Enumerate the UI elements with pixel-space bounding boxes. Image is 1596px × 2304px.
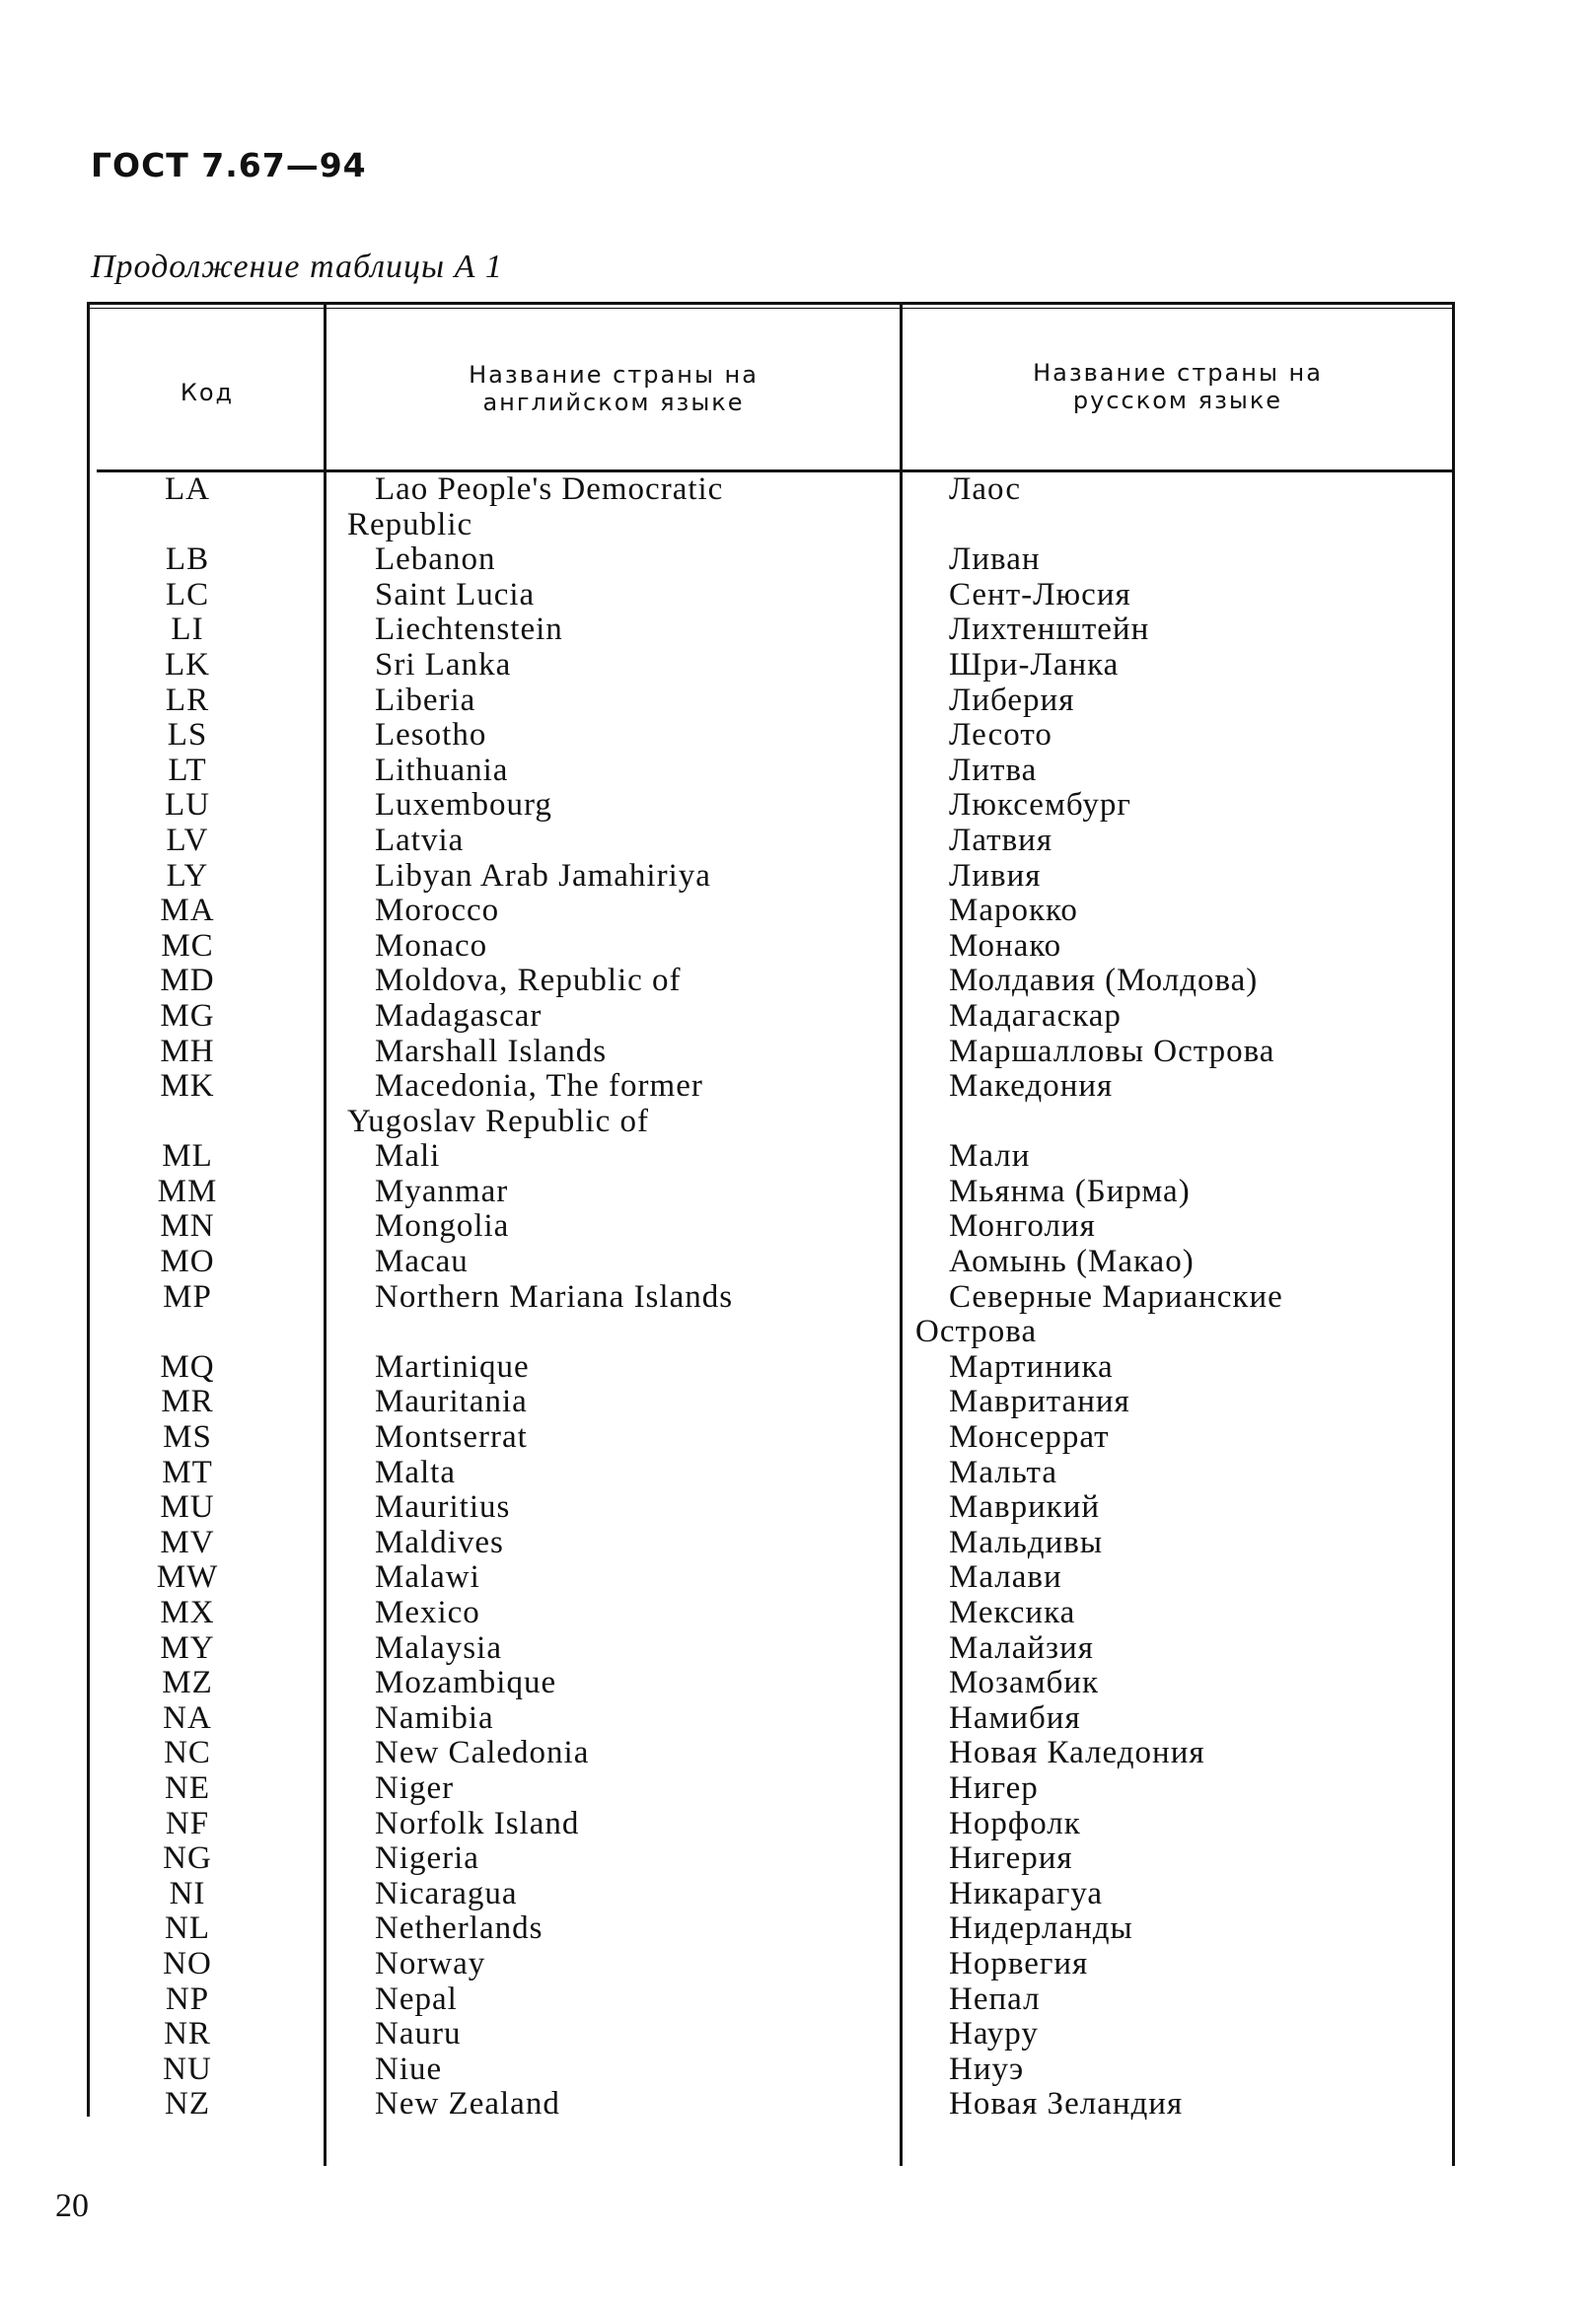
country-name-english: Niue [375, 2051, 443, 2087]
table-row [0, 858, 1596, 894]
country-name-russian: Намибия [949, 1699, 1081, 1736]
country-code: NI [169, 1875, 206, 1911]
country-name-russian: Монголия [949, 1208, 1096, 1245]
table-row [0, 1314, 1596, 1349]
country-name-russian: Ливия [949, 857, 1042, 894]
country-name-russian: Малайзия [949, 1629, 1094, 1666]
country-code: LK [165, 646, 210, 683]
country-name-english: Republic [347, 506, 473, 542]
country-name-english: Mauritius [375, 1489, 511, 1526]
table-row [0, 2086, 1596, 2122]
country-name-english: Malaysia [375, 1629, 502, 1666]
table-row [0, 893, 1596, 928]
table-top-border [87, 302, 1454, 305]
column-header-russian-line1: Название страны на [1033, 359, 1323, 387]
country-code: LI [171, 612, 204, 648]
document-title: ГОСТ 7.67—94 [91, 146, 367, 184]
country-code: MN [160, 1208, 215, 1245]
table-row [0, 1735, 1596, 1770]
country-name-english: Montserrat [375, 1419, 528, 1456]
country-code: MX [160, 1595, 215, 1630]
table-row [0, 1700, 1596, 1736]
column-header-english-line1: Название страны на [469, 361, 759, 389]
table-row [0, 1806, 1596, 1841]
country-name-english: Liberia [375, 682, 476, 718]
country-code: LU [165, 787, 210, 824]
country-name-english: Morocco [375, 893, 500, 929]
table-row [0, 1068, 1596, 1104]
country-name-english: Lithuania [375, 752, 509, 788]
country-name-english: Namibia [375, 1699, 494, 1736]
country-name-russian: Науру [949, 2016, 1039, 2052]
country-name-russian: Латвия [949, 822, 1053, 858]
country-code: NE [165, 1769, 210, 1806]
country-code: NA [163, 1699, 212, 1736]
table-row [0, 963, 1596, 998]
table-row [0, 1279, 1596, 1315]
country-name-english: Martinique [375, 1348, 530, 1385]
table-row [0, 1489, 1596, 1525]
country-name-russian: Монако [949, 927, 1062, 964]
country-name-english: Luxembourg [375, 787, 552, 824]
country-name-english: Latvia [375, 822, 465, 858]
country-code: LY [166, 857, 209, 894]
country-name-russian: Никарагуа [949, 1875, 1104, 1911]
table-row [0, 823, 1596, 858]
table-row [0, 1840, 1596, 1876]
country-code: MA [160, 893, 215, 929]
country-name-russian: Мьянма (Бирма) [949, 1173, 1191, 1209]
country-name-english: Mauritania [375, 1384, 528, 1420]
country-code: MS [163, 1419, 212, 1456]
country-name-english: Monaco [375, 927, 488, 964]
country-name-russian: Малави [949, 1559, 1062, 1596]
country-code: NZ [165, 2086, 210, 2123]
country-name-russian: Македония [949, 1068, 1114, 1105]
country-code: NO [163, 1945, 212, 1981]
table-row [0, 787, 1596, 823]
country-name-english: Moldova, Republic of [375, 963, 682, 999]
country-name-english: Malawi [375, 1559, 480, 1596]
country-name-russian: Мальдивы [949, 1524, 1104, 1560]
country-code: MQ [160, 1348, 215, 1385]
column-header-code [99, 379, 316, 406]
column-header-english-line2: английском языке [482, 389, 745, 416]
table-row [0, 998, 1596, 1034]
country-name-russian: Мавритания [949, 1384, 1130, 1420]
table-row [0, 1630, 1596, 1666]
country-code: MG [160, 997, 215, 1034]
country-name-russian: Ливан [949, 541, 1041, 578]
country-code: LB [165, 541, 210, 578]
country-code: MH [160, 1033, 215, 1069]
table-row [0, 1665, 1596, 1700]
table-body [0, 471, 1596, 2122]
table-row [0, 1876, 1596, 1911]
country-code: NG [163, 1840, 212, 1877]
table-row [0, 1208, 1596, 1244]
column-header-code-label: Код [180, 379, 235, 406]
country-name-english: Libyan Arab Jamahiriya [375, 857, 711, 894]
country-name-english: Mali [375, 1138, 441, 1175]
country-code: MZ [162, 1665, 213, 1701]
column-header-russian [909, 359, 1446, 414]
country-name-russian: Литва [949, 752, 1038, 788]
country-name-russian: Лихтенштейн [949, 612, 1150, 648]
country-name-english: Nigeria [375, 1840, 479, 1877]
country-code: LA [165, 471, 210, 507]
country-name-english: Niger [375, 1769, 455, 1806]
country-code: NF [165, 1805, 210, 1841]
country-code: MW [156, 1559, 219, 1596]
country-name-english: Malta [375, 1454, 456, 1490]
table-row [0, 717, 1596, 753]
country-name-russian: Новая Каледония [949, 1735, 1205, 1771]
country-name-english: Lao People's Democratic [375, 471, 724, 507]
country-name-russian: Ниуэ [949, 2051, 1025, 2087]
page-number: 20 [55, 2188, 89, 2224]
country-name-russian: Острова [915, 1314, 1038, 1350]
table-row [0, 1384, 1596, 1419]
country-code: MK [160, 1068, 215, 1105]
country-name-russian: Мальта [949, 1454, 1058, 1490]
table-top-border-inner [87, 308, 1454, 309]
country-name-english: New Zealand [375, 2086, 560, 2123]
country-name-english: New Caledonia [375, 1735, 590, 1771]
country-code: MM [157, 1173, 218, 1209]
country-name-russian: Шри-Ланка [949, 646, 1120, 683]
country-name-russian: Маршалловы Острова [949, 1033, 1275, 1069]
country-code: MO [160, 1244, 215, 1280]
table-row [0, 1244, 1596, 1279]
country-name-russian: Сент-Люсия [949, 576, 1131, 612]
table-row [0, 471, 1596, 507]
table-row [0, 1455, 1596, 1490]
country-name-english: Marshall Islands [375, 1033, 608, 1069]
table-row [0, 507, 1596, 542]
country-code: MP [163, 1278, 212, 1315]
table-row [0, 1910, 1596, 1946]
column-header-russian-line2: русском языке [1072, 387, 1283, 414]
table-row [0, 1981, 1596, 2017]
country-name-russian: Лаос [949, 471, 1021, 507]
table-row [0, 1595, 1596, 1630]
country-name-russian: Мадагаскар [949, 997, 1122, 1034]
country-code: NC [164, 1735, 211, 1771]
country-name-russian: Молдавия (Молдова) [949, 963, 1259, 999]
table-row [0, 1349, 1596, 1385]
table-row [0, 2052, 1596, 2087]
column-header-english [335, 361, 892, 416]
country-name-russian: Аомынь (Макао) [949, 1244, 1195, 1280]
country-code: MV [160, 1524, 215, 1560]
country-code: MT [162, 1454, 213, 1490]
country-name-english: Sri Lanka [375, 646, 512, 683]
country-name-russian: Маврикий [949, 1489, 1101, 1526]
country-code: LC [165, 576, 210, 612]
country-name-russian: Нидерланды [949, 1910, 1133, 1947]
country-name-russian: Либерия [949, 682, 1075, 718]
country-code: NL [165, 1910, 210, 1947]
country-name-russian: Норфолк [949, 1805, 1081, 1841]
table-row [0, 577, 1596, 612]
table-row [0, 1174, 1596, 1209]
country-name-english: Northern Mariana Islands [375, 1278, 734, 1315]
country-name-english: Norfolk Island [375, 1805, 580, 1841]
table-row [0, 647, 1596, 683]
country-name-english: Netherlands [375, 1910, 544, 1947]
table-row [0, 753, 1596, 788]
country-name-english: Macau [375, 1244, 469, 1280]
table-row [0, 1525, 1596, 1560]
country-code: MR [161, 1384, 214, 1420]
country-name-english: Yugoslav Republic of [347, 1103, 649, 1139]
country-name-english: Liechtenstein [375, 612, 563, 648]
country-name-english: Madagascar [375, 997, 543, 1034]
country-name-russian: Непал [949, 1980, 1041, 2017]
country-code: MU [160, 1489, 215, 1526]
country-name-english: Macedonia, The former [375, 1068, 703, 1105]
table-row [0, 541, 1596, 577]
country-code: LV [166, 822, 209, 858]
country-name-english: Maldives [375, 1524, 504, 1560]
country-name-english: Nauru [375, 2016, 462, 2052]
country-code: MC [161, 927, 214, 964]
table-row [0, 1419, 1596, 1455]
country-name-russian: Мексика [949, 1595, 1076, 1630]
country-name-english: Mexico [375, 1595, 480, 1630]
country-name-russian: Монсеррат [949, 1419, 1110, 1456]
country-code: LS [167, 717, 208, 754]
table-row [0, 612, 1596, 647]
country-code: NR [164, 2016, 211, 2052]
country-name-russian: Лесото [949, 717, 1052, 754]
country-name-english: Mozambique [375, 1665, 557, 1701]
table-row [0, 1138, 1596, 1174]
country-name-english: Saint Lucia [375, 576, 536, 612]
country-code: MD [160, 963, 215, 999]
country-name-russian: Новая Зеландия [949, 2086, 1184, 2123]
country-name-russian: Северные Марианские [949, 1278, 1283, 1315]
country-code: LR [165, 682, 210, 718]
country-name-english: Myanmar [375, 1173, 509, 1209]
table-row [0, 1104, 1596, 1139]
table-row [0, 1559, 1596, 1595]
country-name-russian: Мозамбик [949, 1665, 1100, 1701]
country-code: NP [165, 1980, 210, 2017]
country-code: NU [163, 2051, 212, 2087]
country-name-russian: Нигер [949, 1769, 1039, 1806]
table-caption: Продолжение таблицы А 1 [91, 249, 503, 285]
country-name-english: Lesotho [375, 717, 487, 754]
table-row [0, 2016, 1596, 2052]
country-name-russian: Нигерия [949, 1840, 1073, 1877]
country-code: ML [162, 1138, 213, 1175]
country-code: MY [160, 1629, 215, 1666]
country-name-english: Nepal [375, 1980, 458, 2017]
table-row [0, 928, 1596, 964]
country-name-russian: Мартиника [949, 1348, 1114, 1385]
table-row [0, 1034, 1596, 1069]
country-name-english: Mongolia [375, 1208, 510, 1245]
country-name-russian: Люксембург [949, 787, 1131, 824]
table-row [0, 1946, 1596, 1981]
country-name-russian: Марокко [949, 893, 1078, 929]
country-code: LT [168, 752, 207, 788]
country-name-russian: Мали [949, 1138, 1031, 1175]
country-name-english: Lebanon [375, 541, 496, 578]
table-row [0, 683, 1596, 718]
table-row [0, 1770, 1596, 1806]
country-name-english: Norway [375, 1945, 486, 1981]
country-name-russian: Норвегия [949, 1945, 1089, 1981]
country-name-english: Nicaragua [375, 1875, 518, 1911]
